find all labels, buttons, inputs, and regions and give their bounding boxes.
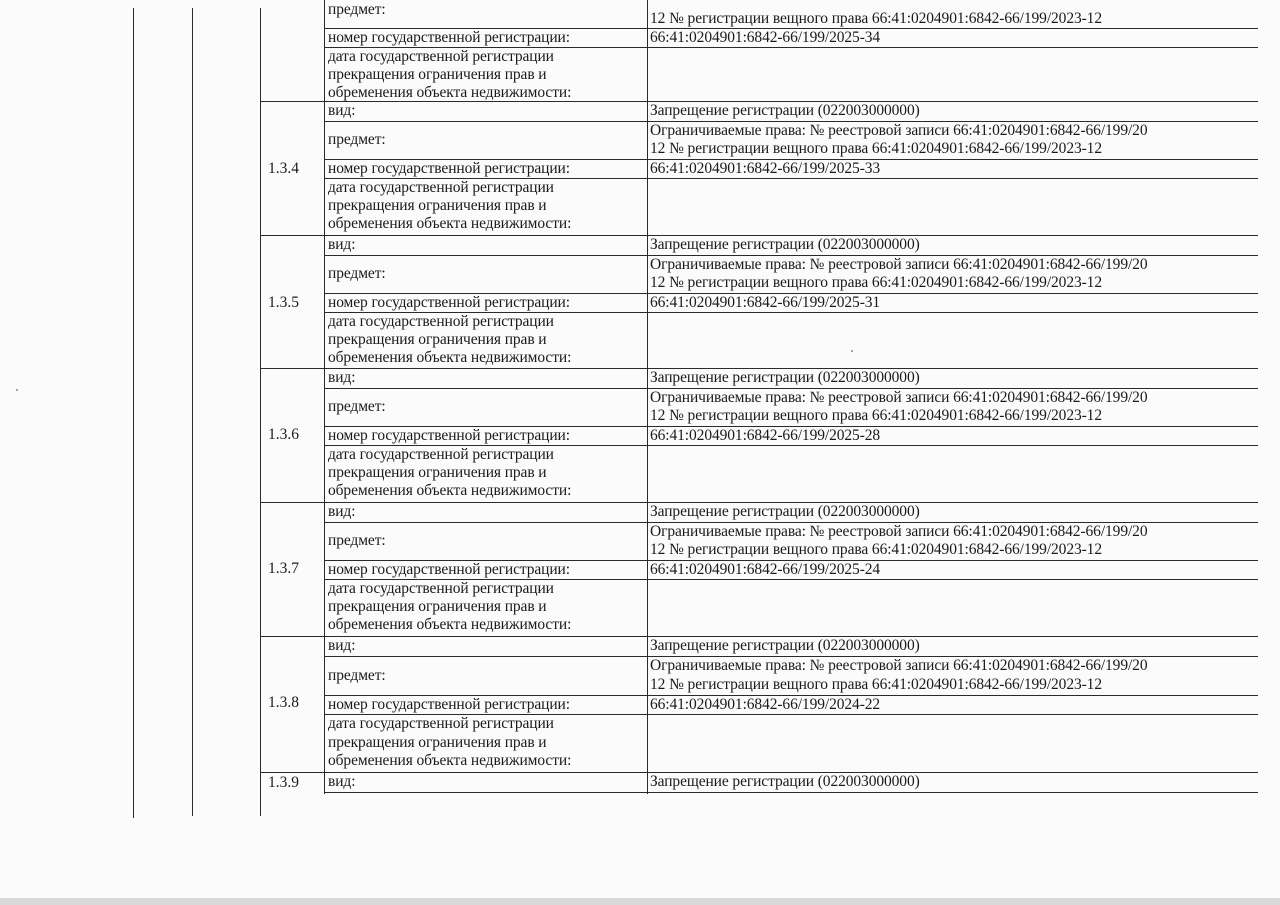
- vid-value: Запрещение регистрации (022003000000): [650, 773, 920, 790]
- label-nomer-top: номер государственной регистрации:: [328, 29, 570, 46]
- label-data-2: прекращения ограничения прав и: [328, 598, 547, 615]
- table-column-divider-2: [647, 0, 648, 794]
- label-data-3: обременения объекта недвижимости:: [328, 752, 572, 769]
- predmet-value-line1: Ограничиваемые права: № реестровой записи 66:41:0204901:6842-66/199/20: [650, 389, 1148, 406]
- vid-value: Запрещение регистрации (022003000000): [650, 102, 920, 119]
- vid-value: Запрещение регистрации (022003000000): [650, 637, 920, 654]
- vid-value: Запрещение регистрации (022003000000): [650, 369, 920, 386]
- label-data-1: дата государственной регистрации: [328, 179, 554, 196]
- label-vid: вид:: [328, 102, 356, 119]
- label-vid: вид:: [328, 637, 356, 654]
- scan-speck: [851, 350, 853, 352]
- label-nomer: номер государственной регистрации:: [328, 696, 570, 713]
- label-data-top-1: дата государственной регистрации: [328, 48, 554, 65]
- scan-bottom-edge: [0, 898, 1280, 905]
- predmet-value-line2: 12 № регистрации вещного права 66:41:0204901:6842-66/199/2023-12: [650, 140, 1102, 157]
- entry-number: 1.3.8: [268, 694, 299, 711]
- label-vid: вид:: [328, 236, 356, 253]
- entry-number: 1.3.5: [268, 294, 299, 311]
- label-vid: вид:: [328, 369, 356, 386]
- margin-rule-1: [133, 8, 134, 818]
- predmet-value-line1: Ограничиваемые права: № реестровой записи 66:41:0204901:6842-66/199/20: [650, 523, 1148, 540]
- nomer-value: 66:41:0204901:6842-66/199/2025-33: [650, 160, 881, 177]
- nomer-value: 66:41:0204901:6842-66/199/2025-31: [650, 294, 881, 311]
- label-data-3: обременения объекта недвижимости:: [328, 482, 572, 499]
- row-line: [324, 792, 1258, 793]
- scan-speck: [16, 389, 18, 391]
- predmet-value-line2: 12 № регистрации вещного права 66:41:0204901:6842-66/199/2023-12: [650, 274, 1102, 291]
- label-data-2: прекращения ограничения прав и: [328, 197, 547, 214]
- predmet-value-line2: 12 № регистрации вещного права 66:41:0204901:6842-66/199/2023-12: [650, 676, 1102, 693]
- label-predmet: предмет:: [328, 265, 386, 282]
- vid-value: Запрещение регистрации (022003000000): [650, 236, 920, 253]
- label-data-2: прекращения ограничения прав и: [328, 464, 547, 481]
- label-data-top-3: обременения объекта недвижимости:: [328, 84, 572, 101]
- margin-rule-2: [192, 8, 193, 816]
- predmet-value-top: 12 № регистрации вещного права 66:41:0204901:6842-66/199/2023-12: [650, 10, 1102, 27]
- nomer-value: 66:41:0204901:6842-66/199/2024-22: [650, 696, 881, 713]
- label-predmet: предмет:: [328, 398, 386, 415]
- label-data-3: обременения объекта недвижимости:: [328, 215, 572, 232]
- label-predmet: предмет:: [328, 131, 386, 148]
- entry-number: 1.3.9: [268, 774, 299, 791]
- predmet-value-line1: Ограничиваемые права: № реестровой записи 66:41:0204901:6842-66/199/20: [650, 657, 1148, 674]
- predmet-value-line1: Ограничиваемые права: № реестровой записи 66:41:0204901:6842-66/199/20: [650, 122, 1148, 139]
- label-data-top-2: прекращения ограничения прав и: [328, 66, 547, 83]
- predmet-value-line2: 12 № регистрации вещного права 66:41:0204901:6842-66/199/2023-12: [650, 407, 1102, 424]
- label-nomer: номер государственной регистрации:: [328, 427, 570, 444]
- label-predmet-top: предмет:: [328, 1, 386, 18]
- label-data-1: дата государственной регистрации: [328, 715, 554, 732]
- entry-number: 1.3.7: [268, 560, 299, 577]
- vid-value: Запрещение регистрации (022003000000): [650, 503, 920, 520]
- label-data-2: прекращения ограничения прав и: [328, 734, 547, 751]
- label-data-3: обременения объекта недвижимости:: [328, 349, 572, 366]
- label-nomer: номер государственной регистрации:: [328, 294, 570, 311]
- margin-rule-3: [260, 8, 261, 816]
- label-vid: вид:: [328, 503, 356, 520]
- label-data-1: дата государственной регистрации: [328, 313, 554, 330]
- predmet-value-line2: 12 № регистрации вещного права 66:41:0204901:6842-66/199/2023-12: [650, 541, 1102, 558]
- nomer-value: 66:41:0204901:6842-66/199/2025-28: [650, 427, 881, 444]
- table-column-divider-1: [324, 0, 325, 794]
- label-nomer: номер государственной регистрации:: [328, 561, 570, 578]
- entry-number: 1.3.4: [268, 160, 299, 177]
- label-predmet: предмет:: [328, 667, 386, 684]
- nomer-value: 66:41:0204901:6842-66/199/2025-24: [650, 561, 881, 578]
- label-data-1: дата государственной регистрации: [328, 580, 554, 597]
- label-data-1: дата государственной регистрации: [328, 446, 554, 463]
- label-vid: вид:: [328, 773, 356, 790]
- label-data-3: обременения объекта недвижимости:: [328, 616, 572, 633]
- label-predmet: предмет:: [328, 532, 386, 549]
- entry-number: 1.3.6: [268, 426, 299, 443]
- nomer-value-top: 66:41:0204901:6842-66/199/2025-34: [650, 29, 881, 46]
- label-data-2: прекращения ограничения прав и: [328, 331, 547, 348]
- predmet-value-line1: Ограничиваемые права: № реестровой записи 66:41:0204901:6842-66/199/20: [650, 256, 1148, 273]
- label-nomer: номер государственной регистрации:: [328, 160, 570, 177]
